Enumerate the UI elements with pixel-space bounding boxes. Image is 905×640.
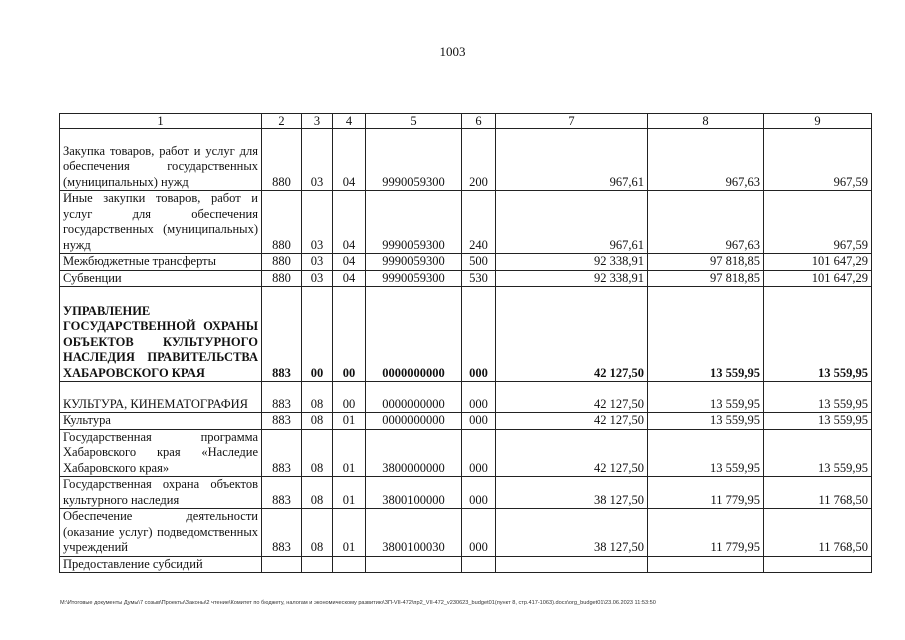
- amount-col7: [496, 556, 648, 573]
- target-article: 0000000000: [366, 413, 462, 430]
- item-name: Закупка товаров, работ и услуг для обеспечения государственных (муниципальных) нужд: [60, 129, 262, 191]
- table-row: [60, 477, 872, 509]
- amount-col8: 11 779,95: [648, 477, 764, 509]
- amount-col8: 97 818,85: [648, 270, 764, 287]
- amount-col7: 42 127,50: [496, 413, 648, 430]
- admin-code: 883: [262, 382, 302, 413]
- expense-type: 000: [462, 509, 496, 557]
- table-row: [60, 129, 872, 191]
- item-name: Культура: [60, 413, 262, 430]
- section-code: 08: [302, 477, 333, 509]
- admin-code: 883: [262, 429, 302, 477]
- table-row: [60, 382, 872, 413]
- amount-col9: 13 559,95: [764, 413, 872, 430]
- table-body: [60, 114, 872, 573]
- admin-code: 883: [262, 413, 302, 430]
- page-number: 1003: [439, 44, 466, 59]
- admin-code: 883: [262, 509, 302, 557]
- admin-code: 880: [262, 129, 302, 191]
- target-article: 9990059300: [366, 254, 462, 271]
- amount-col9: [764, 556, 872, 573]
- subsection-code: 04: [333, 270, 366, 287]
- target-article: 9990059300: [366, 191, 462, 254]
- subsection-code: 00: [333, 287, 366, 382]
- file-path-footer: M:\Итоговые документы Думы\7 созыв\Проекты\Законы\2 чтение\Комитет по бюджету, налогам и экономическому развитию\ЗП-VII-472\пр2_VII-472_v230623_budget01(пункт 8, стр.417-1063).docx\org_budget01\23.06.2023 11:53:50: [60, 600, 656, 606]
- section-code: 03: [302, 191, 333, 254]
- expense-type: 000: [462, 477, 496, 509]
- amount-col7: 38 127,50: [496, 477, 648, 509]
- target-article: 0000000000: [366, 287, 462, 382]
- expense-type: 200: [462, 129, 496, 191]
- item-name: Обеспечение деятельности (оказание услуг) подведомственных учреждений: [60, 509, 262, 557]
- budget-table: [59, 113, 872, 573]
- amount-col8: 97 818,85: [648, 254, 764, 271]
- subsection-code: 01: [333, 413, 366, 430]
- amount-col8: 13 559,95: [648, 413, 764, 430]
- expense-type: [462, 556, 496, 573]
- section-code: 03: [302, 270, 333, 287]
- column-header: 1: [60, 114, 262, 129]
- expense-type: 500: [462, 254, 496, 271]
- admin-code: [262, 556, 302, 573]
- section-code: 03: [302, 254, 333, 271]
- column-header: 2: [262, 114, 302, 129]
- column-header: 3: [302, 114, 333, 129]
- section-code: 08: [302, 382, 333, 413]
- table-row: [60, 287, 872, 382]
- amount-col9: 967,59: [764, 129, 872, 191]
- table-row: [60, 254, 872, 271]
- amount-col7: 42 127,50: [496, 429, 648, 477]
- table-row: [60, 556, 872, 573]
- amount-col7: 42 127,50: [496, 287, 648, 382]
- section-code: 08: [302, 509, 333, 557]
- item-name: Субвенции: [60, 270, 262, 287]
- amount-col8: 13 559,95: [648, 382, 764, 413]
- subsection-code: 01: [333, 509, 366, 557]
- subsection-code: [333, 556, 366, 573]
- amount-col8: 13 559,95: [648, 429, 764, 477]
- section-code: [302, 556, 333, 573]
- item-name: КУЛЬТУРА, КИНЕМАТОГРАФИЯ: [60, 382, 262, 413]
- amount-col9: 13 559,95: [764, 287, 872, 382]
- target-article: 3800100030: [366, 509, 462, 557]
- amount-col7: 92 338,91: [496, 254, 648, 271]
- section-code: 00: [302, 287, 333, 382]
- expense-type: 000: [462, 413, 496, 430]
- target-article: 3800000000: [366, 429, 462, 477]
- target-article: 0000000000: [366, 382, 462, 413]
- amount-col9: 101 647,29: [764, 254, 872, 271]
- subsection-code: 00: [333, 382, 366, 413]
- target-article: [366, 556, 462, 573]
- expense-type: 240: [462, 191, 496, 254]
- subsection-code: 04: [333, 254, 366, 271]
- amount-col8: [648, 556, 764, 573]
- amount-col7: 967,61: [496, 191, 648, 254]
- subsection-code: 04: [333, 129, 366, 191]
- target-article: 9990059300: [366, 270, 462, 287]
- item-name: УПРАВЛЕНИЕ ГОСУДАРСТВЕННОЙ ОХРАНЫ ОБЪЕКТОВ КУЛЬТУРНОГО НАСЛЕДИЯ ПРАВИТЕЛЬСТВА ХАБАРОВСКОГО КРАЯ: [60, 287, 262, 382]
- amount-col9: 101 647,29: [764, 270, 872, 287]
- amount-col7: 92 338,91: [496, 270, 648, 287]
- admin-code: 883: [262, 287, 302, 382]
- item-name: Государственная охрана объектов культурного наследия: [60, 477, 262, 509]
- column-header: 8: [648, 114, 764, 129]
- target-article: 9990059300: [366, 129, 462, 191]
- section-code: 08: [302, 429, 333, 477]
- item-name: Предоставление субсидий: [60, 556, 262, 573]
- amount-col9: 967,59: [764, 191, 872, 254]
- header-row: [60, 114, 872, 129]
- amount-col9: 11 768,50: [764, 477, 872, 509]
- column-header: 5: [366, 114, 462, 129]
- amount-col9: 13 559,95: [764, 382, 872, 413]
- table-row: [60, 429, 872, 477]
- table-row: [60, 509, 872, 557]
- column-header: 6: [462, 114, 496, 129]
- subsection-code: 01: [333, 477, 366, 509]
- amount-col7: 967,61: [496, 129, 648, 191]
- column-header: 4: [333, 114, 366, 129]
- expense-type: 000: [462, 287, 496, 382]
- section-code: 03: [302, 129, 333, 191]
- table-row: [60, 191, 872, 254]
- target-article: 3800100000: [366, 477, 462, 509]
- expense-type: 000: [462, 382, 496, 413]
- amount-col9: 13 559,95: [764, 429, 872, 477]
- amount-col8: 13 559,95: [648, 287, 764, 382]
- subsection-code: 04: [333, 191, 366, 254]
- item-name: Межбюджетные трансферты: [60, 254, 262, 271]
- admin-code: 880: [262, 191, 302, 254]
- amount-col7: 42 127,50: [496, 382, 648, 413]
- table-row: [60, 270, 872, 287]
- item-name: Государственная программа Хабаровского края «Наследие Хабаровского края»: [60, 429, 262, 477]
- column-header: 7: [496, 114, 648, 129]
- amount-col8: 11 779,95: [648, 509, 764, 557]
- expense-type: 530: [462, 270, 496, 287]
- amount-col7: 38 127,50: [496, 509, 648, 557]
- amount-col9: 11 768,50: [764, 509, 872, 557]
- column-header: 9: [764, 114, 872, 129]
- subsection-code: 01: [333, 429, 366, 477]
- admin-code: 880: [262, 270, 302, 287]
- expense-type: 000: [462, 429, 496, 477]
- admin-code: 880: [262, 254, 302, 271]
- section-code: 08: [302, 413, 333, 430]
- table-row: [60, 413, 872, 430]
- amount-col8: 967,63: [648, 191, 764, 254]
- amount-col8: 967,63: [648, 129, 764, 191]
- item-name: Иные закупки товаров, работ и услуг для обеспечения государственных (муниципальных) нужд: [60, 191, 262, 254]
- admin-code: 883: [262, 477, 302, 509]
